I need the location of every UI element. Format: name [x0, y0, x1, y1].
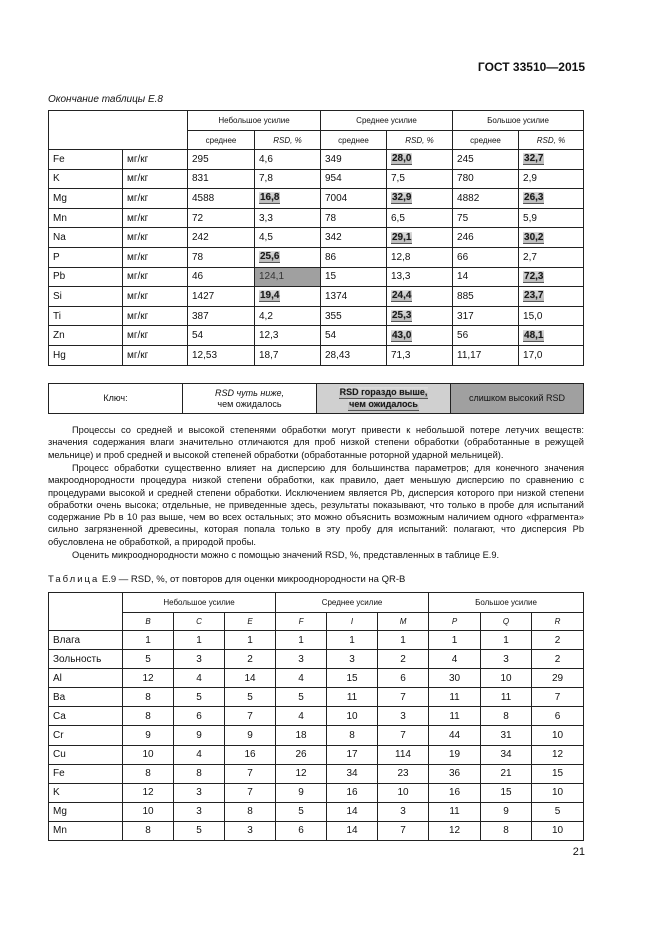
- sample-header: I: [327, 613, 378, 631]
- value-cell: 12,53: [188, 345, 255, 365]
- table-e9-caption: [48, 574, 405, 585]
- sample-header: C: [174, 613, 225, 631]
- value-cell: 3: [225, 821, 276, 840]
- table-row: [49, 764, 584, 783]
- value-cell: 9: [225, 726, 276, 745]
- group-header: Среднее усилие: [276, 593, 429, 613]
- table-caption: Окончание таблицы Е.8: [48, 94, 163, 105]
- value-cell: 4: [174, 745, 225, 764]
- value-cell: 342: [321, 228, 387, 248]
- value-cell: 10: [123, 802, 174, 821]
- value-cell: 5,9: [519, 208, 584, 228]
- table-row: [49, 802, 584, 821]
- key-rsd-very-high: слишком высокий RSD: [451, 384, 584, 414]
- group-header: Большое усилие: [453, 111, 584, 131]
- value-cell: 242: [188, 228, 255, 248]
- value-cell: 4: [276, 669, 327, 688]
- parameter-cell: Mg: [49, 802, 123, 821]
- group-header: Небольшое усилие: [188, 111, 321, 131]
- sub-header-mean: среднее: [321, 131, 387, 150]
- value-cell: 56: [453, 326, 519, 346]
- parameter-cell: Влага: [49, 631, 123, 650]
- value-cell: 5: [174, 688, 225, 707]
- value-cell: 66: [453, 247, 519, 267]
- table-row: [49, 287, 584, 307]
- value-cell: 78: [188, 247, 255, 267]
- value-cell: 9: [123, 726, 174, 745]
- high-value: 32,9: [392, 192, 412, 204]
- table-row: [49, 150, 584, 170]
- value-cell: 11: [429, 688, 481, 707]
- value-cell: [255, 247, 321, 267]
- value-cell: 885: [453, 287, 519, 307]
- value-cell: 16: [429, 783, 481, 802]
- value-cell: 71,3: [387, 345, 453, 365]
- key-label: Ключ:: [49, 384, 183, 414]
- table-row: [49, 189, 584, 209]
- value-cell: 10: [327, 707, 378, 726]
- table-row: [49, 345, 584, 365]
- page-number: 21: [572, 846, 585, 858]
- value-cell: 14: [225, 669, 276, 688]
- value-cell: 10: [481, 669, 532, 688]
- value-cell: [387, 228, 453, 248]
- sub-header-mean: среднее: [453, 131, 519, 150]
- table-e9: [48, 592, 584, 841]
- caption-word: Таблица: [48, 574, 100, 585]
- value-cell: [519, 150, 584, 170]
- table-row: [49, 208, 584, 228]
- value-cell: 8: [123, 764, 174, 783]
- value-cell: 2,7: [519, 247, 584, 267]
- value-cell: 1: [225, 631, 276, 650]
- parameter-cell: Fe: [49, 764, 123, 783]
- sample-header: B: [123, 613, 174, 631]
- element-cell: P: [49, 247, 123, 267]
- value-cell: 5: [123, 650, 174, 669]
- high-value: 24,4: [392, 290, 412, 302]
- value-cell: 2: [225, 650, 276, 669]
- unit-cell: мг/кг: [123, 208, 188, 228]
- value-cell: 29: [532, 669, 584, 688]
- group-header: Большое усилие: [429, 593, 584, 613]
- value-cell: 4588: [188, 189, 255, 209]
- table-row: [49, 169, 584, 189]
- sample-header: M: [378, 613, 429, 631]
- value-cell: 78: [321, 208, 387, 228]
- value-cell: 7: [378, 821, 429, 840]
- value-cell: 34: [327, 764, 378, 783]
- value-cell: 4: [174, 669, 225, 688]
- table-row: [49, 631, 584, 650]
- sub-header-rsd: RSD, %: [519, 131, 584, 150]
- value-cell: 2: [378, 650, 429, 669]
- value-cell: 5: [276, 802, 327, 821]
- element-cell: K: [49, 169, 123, 189]
- parameter-cell: Ca: [49, 707, 123, 726]
- table-row: [49, 326, 584, 346]
- high-value: 32,7: [524, 153, 544, 165]
- value-cell: 13,3: [387, 267, 453, 287]
- value-cell: 6: [174, 707, 225, 726]
- high-value: 43,0: [392, 329, 412, 341]
- value-cell: 15,0: [519, 306, 584, 326]
- value-cell: 4: [276, 707, 327, 726]
- value-cell: 26: [276, 745, 327, 764]
- value-cell: 8: [481, 821, 532, 840]
- value-cell: 15: [321, 267, 387, 287]
- group-header: Небольшое усилие: [123, 593, 276, 613]
- unit-cell: мг/кг: [123, 247, 188, 267]
- value-cell: 12: [429, 821, 481, 840]
- value-cell: 349: [321, 150, 387, 170]
- high-value: 25,6: [260, 251, 280, 263]
- value-cell: 5: [225, 688, 276, 707]
- value-cell: 8: [123, 688, 174, 707]
- value-cell: 15: [327, 669, 378, 688]
- table-row: [49, 821, 584, 840]
- value-cell: 14: [453, 267, 519, 287]
- key-rsd-low: [183, 384, 317, 414]
- value-cell: 5: [276, 688, 327, 707]
- value-cell: 9: [276, 783, 327, 802]
- value-cell: 114: [378, 745, 429, 764]
- element-cell: Zn: [49, 326, 123, 346]
- table-row: [49, 650, 584, 669]
- paragraph-3: Оценить микрооднородности можно с помощью значений RSD, %, представленных в таблице Е.9.: [72, 550, 500, 560]
- value-cell: 16: [225, 745, 276, 764]
- value-cell: 9: [174, 726, 225, 745]
- high-value: 19,4: [260, 290, 280, 302]
- value-cell: 54: [321, 326, 387, 346]
- unit-cell: мг/кг: [123, 267, 188, 287]
- value-cell: [255, 189, 321, 209]
- value-cell: 21: [481, 764, 532, 783]
- value-cell: [387, 150, 453, 170]
- table-row: [49, 745, 584, 764]
- value-cell: 7: [225, 707, 276, 726]
- parameter-cell: Mn: [49, 821, 123, 840]
- unit-cell: мг/кг: [123, 326, 188, 346]
- table-row: [49, 688, 584, 707]
- value-cell: 75: [453, 208, 519, 228]
- value-cell: 12,8: [387, 247, 453, 267]
- parameter-cell: Cu: [49, 745, 123, 764]
- value-cell: 3: [378, 802, 429, 821]
- value-cell: 8: [123, 707, 174, 726]
- value-cell: 2: [532, 650, 584, 669]
- unit-cell: мг/кг: [123, 169, 188, 189]
- corner-cell: [49, 593, 123, 631]
- value-cell: 1: [429, 631, 481, 650]
- parameter-cell: K: [49, 783, 123, 802]
- value-cell: 10: [532, 821, 584, 840]
- table-row: [49, 726, 584, 745]
- value-cell: 12: [123, 783, 174, 802]
- value-cell: 17,0: [519, 345, 584, 365]
- table-row: [49, 267, 584, 287]
- value-cell: 7,8: [255, 169, 321, 189]
- value-cell: 28,43: [321, 345, 387, 365]
- value-cell: 1: [378, 631, 429, 650]
- value-cell: [255, 267, 321, 287]
- value-cell: 355: [321, 306, 387, 326]
- value-cell: 9: [481, 802, 532, 821]
- value-cell: 12: [123, 669, 174, 688]
- value-cell: 6,5: [387, 208, 453, 228]
- element-cell: Hg: [49, 345, 123, 365]
- key-high-line1: RSD гораздо выше,: [339, 386, 428, 397]
- table-row: [49, 306, 584, 326]
- value-cell: [519, 189, 584, 209]
- value-cell: 46: [188, 267, 255, 287]
- unit-cell: мг/кг: [123, 189, 188, 209]
- value-cell: 7: [532, 688, 584, 707]
- unit-cell: мг/кг: [123, 306, 188, 326]
- value-cell: 3: [378, 707, 429, 726]
- value-cell: 10: [123, 745, 174, 764]
- value-cell: 10: [532, 783, 584, 802]
- value-cell: 11: [327, 688, 378, 707]
- value-cell: 5: [174, 821, 225, 840]
- sub-header-rsd: RSD, %: [255, 131, 321, 150]
- high-value: 16,8: [260, 192, 280, 204]
- value-cell: 7: [378, 688, 429, 707]
- value-cell: 12: [532, 745, 584, 764]
- parameter-cell: Al: [49, 669, 123, 688]
- value-cell: 4882: [453, 189, 519, 209]
- table-row: [49, 707, 584, 726]
- value-cell: [387, 306, 453, 326]
- value-cell: 317: [453, 306, 519, 326]
- value-cell: 54: [188, 326, 255, 346]
- element-cell: Si: [49, 287, 123, 307]
- sample-header: P: [429, 613, 481, 631]
- value-cell: 780: [453, 169, 519, 189]
- value-cell: 7: [225, 764, 276, 783]
- value-cell: 8: [327, 726, 378, 745]
- key-high-line2: чем ожидалось: [349, 398, 418, 409]
- parameter-cell: Ba: [49, 688, 123, 707]
- corner-cell: [49, 111, 188, 150]
- value-cell: [519, 326, 584, 346]
- value-cell: [519, 287, 584, 307]
- value-cell: 8: [225, 802, 276, 821]
- value-cell: 2,9: [519, 169, 584, 189]
- legend-key: [48, 383, 584, 414]
- value-cell: 8: [481, 707, 532, 726]
- value-cell: 1: [327, 631, 378, 650]
- value-cell: 4,5: [255, 228, 321, 248]
- value-cell: 12,3: [255, 326, 321, 346]
- value-cell: 831: [188, 169, 255, 189]
- unit-cell: мг/кг: [123, 287, 188, 307]
- sample-header: R: [532, 613, 584, 631]
- sub-header-mean: среднее: [188, 131, 255, 150]
- value-cell: [519, 267, 584, 287]
- unit-cell: мг/кг: [123, 345, 188, 365]
- value-cell: 387: [188, 306, 255, 326]
- value-cell: 6: [532, 707, 584, 726]
- value-cell: 14: [327, 802, 378, 821]
- high-value: 72,3: [524, 270, 544, 282]
- value-cell: 6: [276, 821, 327, 840]
- value-cell: [519, 228, 584, 248]
- sub-header-rsd: RSD, %: [387, 131, 453, 150]
- value-cell: 19: [429, 745, 481, 764]
- document-code: ГОСТ 33510—2015: [477, 60, 585, 74]
- value-cell: 3: [481, 650, 532, 669]
- value-cell: 86: [321, 247, 387, 267]
- high-value: 48,1: [524, 329, 544, 341]
- value-cell: [387, 326, 453, 346]
- value-cell: 3: [327, 650, 378, 669]
- value-cell: 8: [174, 764, 225, 783]
- value-cell: 1: [276, 631, 327, 650]
- value-cell: 3: [174, 783, 225, 802]
- paragraph-1: Процессы со средней и высокой степенями обработки могут привести к небольшой потере летучих веществ: значения содержания влаги значительно отличаются для проб низкой степени обработки (обработанные в режущей мельнице) и проб средней и высокой степеней обработки (обработанные роторной ударной мельницей).: [48, 425, 584, 460]
- element-cell: Pb: [49, 267, 123, 287]
- value-cell: 1: [123, 631, 174, 650]
- element-cell: Mg: [49, 189, 123, 209]
- key-low-line1: RSD чуть ниже,: [214, 387, 285, 398]
- value-cell: 7: [225, 783, 276, 802]
- sample-header: Q: [481, 613, 532, 631]
- value-cell: 4,2: [255, 306, 321, 326]
- element-cell: Mn: [49, 208, 123, 228]
- value-cell: 5: [532, 802, 584, 821]
- parameter-cell: Cr: [49, 726, 123, 745]
- value-cell: 3: [174, 802, 225, 821]
- value-cell: 11,17: [453, 345, 519, 365]
- value-cell: 10: [378, 783, 429, 802]
- table-row: [49, 783, 584, 802]
- unit-cell: мг/кг: [123, 150, 188, 170]
- value-cell: 246: [453, 228, 519, 248]
- value-cell: 1374: [321, 287, 387, 307]
- value-cell: 295: [188, 150, 255, 170]
- value-cell: 15: [532, 764, 584, 783]
- value-cell: 954: [321, 169, 387, 189]
- table-row: [49, 669, 584, 688]
- value-cell: 10: [532, 726, 584, 745]
- value-cell: 14: [327, 821, 378, 840]
- value-cell: 245: [453, 150, 519, 170]
- value-cell: 23: [378, 764, 429, 783]
- table-e8: [48, 110, 584, 366]
- value-cell: 18,7: [255, 345, 321, 365]
- element-cell: Na: [49, 228, 123, 248]
- value-cell: 11: [429, 707, 481, 726]
- value-cell: 34: [481, 745, 532, 764]
- high-value: 23,7: [524, 290, 544, 302]
- value-cell: 3: [276, 650, 327, 669]
- high-value: 25,3: [392, 310, 412, 322]
- value-cell: 31: [481, 726, 532, 745]
- value-cell: 6: [378, 669, 429, 688]
- value-cell: 11: [429, 802, 481, 821]
- table-row: [49, 247, 584, 267]
- very-high-value: 124,1: [259, 271, 285, 283]
- value-cell: 7: [378, 726, 429, 745]
- element-cell: Ti: [49, 306, 123, 326]
- unit-cell: мг/кг: [123, 228, 188, 248]
- value-cell: [387, 287, 453, 307]
- sample-header: F: [276, 613, 327, 631]
- value-cell: 8: [123, 821, 174, 840]
- value-cell: [387, 189, 453, 209]
- key-low-line2: чем ожидалось: [217, 398, 282, 409]
- value-cell: 1: [481, 631, 532, 650]
- value-cell: 16: [327, 783, 378, 802]
- value-cell: 2: [532, 631, 584, 650]
- value-cell: 7,5: [387, 169, 453, 189]
- sample-header: E: [225, 613, 276, 631]
- value-cell: 4,6: [255, 150, 321, 170]
- value-cell: 3,3: [255, 208, 321, 228]
- key-rsd-high: [317, 384, 451, 414]
- value-cell: 7004: [321, 189, 387, 209]
- high-value: 26,3: [524, 192, 544, 204]
- value-cell: 36: [429, 764, 481, 783]
- caption-rest: Е.9 — RSD, %, от повторов для оценки микрооднородности на QR-B: [101, 574, 406, 585]
- high-value: 30,2: [524, 231, 544, 243]
- value-cell: 18: [276, 726, 327, 745]
- value-cell: 44: [429, 726, 481, 745]
- value-cell: 17: [327, 745, 378, 764]
- value-cell: 72: [188, 208, 255, 228]
- value-cell: 1: [174, 631, 225, 650]
- parameter-cell: Зольность: [49, 650, 123, 669]
- value-cell: 12: [276, 764, 327, 783]
- value-cell: 11: [481, 688, 532, 707]
- value-cell: 15: [481, 783, 532, 802]
- value-cell: 30: [429, 669, 481, 688]
- table-row: [49, 228, 584, 248]
- value-cell: [255, 287, 321, 307]
- element-cell: Fe: [49, 150, 123, 170]
- paragraph-2: Процесс обработки существенно влияет на дисперсию для большинства параметров; для конечного значения макрооднородности процедура низкой степени обработки, как правило, дает меньшую дисперсию по сравнению с процедурами высокой и средней степени обработки. Исключением является Pb, дисперсия которого при низкой степени обработки очень высока; отдельные, не приведенные здесь, результаты показывают, что только в пробе для испытаний содержание Pb в 10 раз выше, чем во всех остальных; это можно объяснить возможным наличием одного «фрагмента» сильно загрязненной древесины, которая попала только в эту пробу для испытаний: полагают, что дисперсия Pb обусловлена не обработкой, а природой пробы.: [48, 463, 584, 547]
- group-header: Среднее усилие: [321, 111, 453, 131]
- value-cell: 3: [174, 650, 225, 669]
- high-value: 28,0: [392, 153, 412, 165]
- value-cell: 4: [429, 650, 481, 669]
- high-value: 29,1: [392, 231, 412, 243]
- value-cell: 1427: [188, 287, 255, 307]
